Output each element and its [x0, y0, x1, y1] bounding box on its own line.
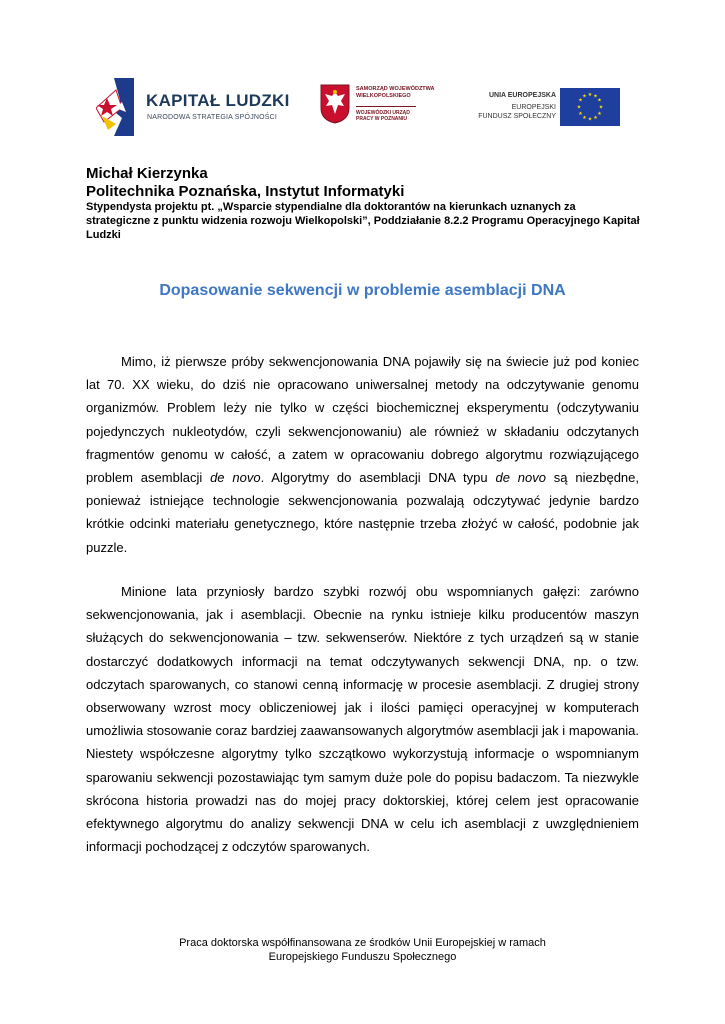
kapital-ludzki-title: KAPITAŁ LUDZKI [146, 91, 290, 110]
body-paragraph-1 [86, 350, 639, 559]
kapital-ludzki-emblem-icon [96, 78, 134, 136]
svg-text:★: ★ [587, 92, 593, 98]
footer-line-2: Europejskiego Funduszu Społecznego [268, 951, 457, 963]
document-title: Dopasowanie sekwencji w problemie asemblacji DNA [159, 282, 566, 299]
wielkopolska-logo [320, 84, 440, 134]
svg-text:★: ★ [587, 116, 593, 123]
kapital-ludzki-logo [96, 78, 296, 138]
paragraph-1-emphasis-a: de novo [210, 470, 261, 486]
scholarship-note: Stypendysta projektu pt. „Wsparcie stypendialne dla doktorantów na kierunkach uznanych za strategiczne z punktu widzenia rozwoju Wielkopolski”, Poddziałanie 8.2.2 Programu Operacyjnego Kapitał Ludzki [86, 201, 640, 241]
svg-text:★: ★ [598, 104, 604, 111]
logo-band [0, 76, 725, 142]
svg-text:★: ★ [578, 97, 583, 104]
svg-text:★: ★ [597, 111, 602, 117]
affiliation: Politechnika Poznańska, Instytut Informatyki [86, 183, 405, 200]
footer-note [0, 936, 725, 964]
paragraph-1-emphasis-b: de novo [495, 470, 546, 486]
svg-text:★: ★ [576, 104, 582, 111]
paragraph-1-text-b: . Algorytmy do asemblacji DNA typu [260, 470, 496, 486]
svg-text:★: ★ [582, 93, 587, 100]
wielkopolska-divider [356, 106, 416, 107]
svg-text:★: ★ [593, 115, 598, 121]
eu-fund-label-line1: EUROPEJSKI [511, 104, 556, 111]
svg-text:★: ★ [578, 111, 583, 117]
wielkopolska-name: SAMORZĄD WOJEWÓDZTWA WIELKOPOLSKIEGO [356, 86, 435, 99]
eu-flag-icon [560, 88, 620, 126]
eu-logo [466, 88, 626, 128]
author-name: Michał Kierzynka [86, 165, 208, 182]
paragraph-1-text-a: Mimo, iż pierwsze próby sekwencjonowania DNA pojawiły się na świecie już pod koniec lat 70. XX wieku, do dziś nie opracowano uniwersalnej metody na odczytywanie genomu organizmów. Problem leży nie tylko w części biochemicznej eksperymentu (odczytywaniu pojedynczych nukleotydów, czyli sekwencjonowaniu) ale również w składaniu odczytanych fragmentów genomu w całość, a zatem w opracowaniu dobrego algorytmu rozwiązującego problem asemblacji [86, 354, 639, 486]
wielkopolska-eagle-shield-icon [320, 84, 350, 124]
wielkopolska-office: WOJEWÓDZKI URZĄD PRACY W POZNANIU [356, 110, 410, 122]
footer-line-1: Praca doktorska współfinansowana ze środków Unii Europejskiej w ramach [179, 937, 546, 949]
paragraph-1-text-c: są niezbędne, ponieważ istniejące technologie sekwencjonowania pozwalają odczytywać jedynie bardzo krótkie odcinki materiału genetycznego, które następnie trzeba złożyć w całość, podobnie jak puzzle. [86, 470, 639, 555]
eu-fund-label-line2: FUNDUSZ SPOŁECZNY [478, 113, 556, 120]
eu-union-label: UNIA EUROPEJSKA [488, 92, 556, 99]
kapital-ludzki-subtitle: NARODOWA STRATEGIA SPÓJNOŚCI [147, 114, 278, 121]
svg-text:★: ★ [597, 97, 602, 104]
svg-text:★: ★ [593, 93, 598, 100]
svg-text:★: ★ [582, 115, 587, 121]
body-paragraph-2: Minione lata przyniosły bardzo szybki rozwój obu wspomnianych gałęzi: zarówno sekwencjonowania, jak i asemblacji. Obecnie na rynku istnieje kilku producentów maszyn służących do sekwencjonowania – tzw. sekwenserów. Niektóre z tych urządzeń są w stanie dostarczyć dodatkowych informacji na temat odczytywanych sekwencji DNA, np. o tzw. odczytach sparowanych, co stanowi cenną informację w procesie asemblacji. Z drugiej strony obserwowany wzrost mocy obliczeniowej jak i ilości pamięci operacyjnej w komputerach umożliwia stosowanie coraz bardziej zaawansowanych algorytmów asemblacji jak i mapowania. Niestety współczesne algorytmy tylko szczątkowo wykorzystują informacje o wspomnianym sparowaniu sekwencji pozostawiając tym samym duże pole do popisu badaczom. Ta niezwykle skrócona historia prowadzi nas do mojej pracy doktorskiej, której celem jest opracowanie efektywnego algorytmu do analizy sekwencji DNA w celu ich asemblacji z uwzględnieniem informacji pochodzącej z odczytów sparowanych. [86, 584, 639, 855]
